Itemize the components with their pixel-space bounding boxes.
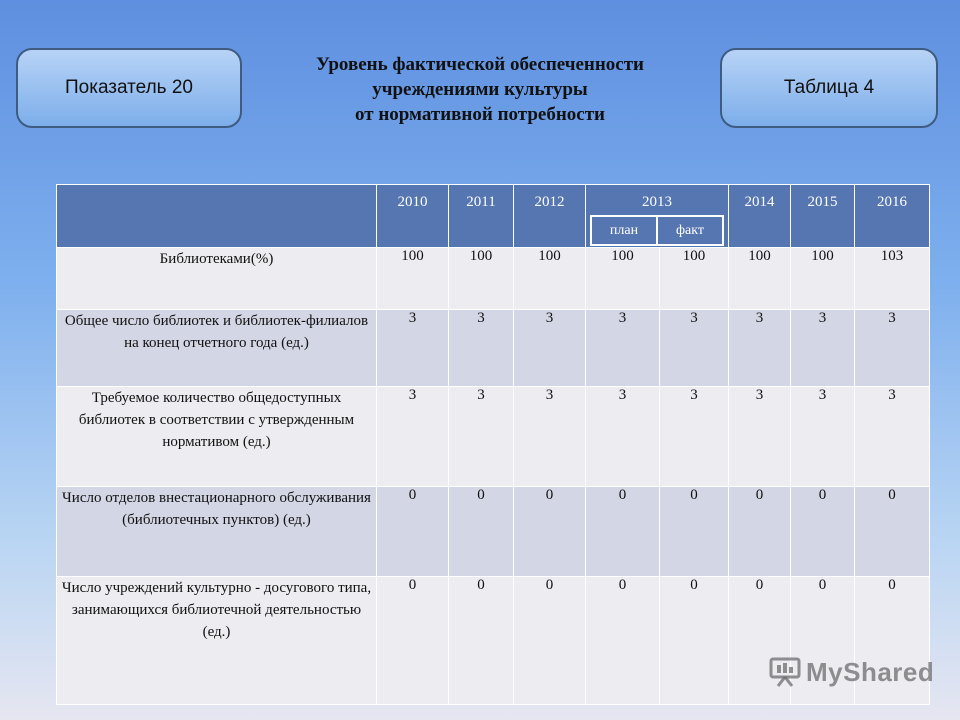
header-year-2015: 2015 (791, 185, 855, 248)
cell-2014: 0 (729, 487, 791, 577)
cell-2014: 0 (729, 577, 791, 705)
cell-2010: 3 (377, 310, 449, 387)
cell-2012: 100 (514, 248, 586, 310)
row-label: Общее число библиотек и библиотек-филиалов на конец отчетного года (ед.) (57, 310, 377, 387)
title-line-3: от нормативной потребности (355, 104, 605, 125)
cell-2011: 3 (449, 387, 514, 487)
row-label: Число учреждений культурно - досугового типа, занимающихся библиотечной деятельностью (ед.) (57, 577, 377, 705)
cell-2011: 3 (449, 310, 514, 387)
table-label-box (720, 48, 938, 128)
cell-2012: 0 (514, 577, 586, 705)
cell-2013-fact: 3 (660, 310, 729, 387)
header-2013-subcolumns (590, 215, 724, 246)
header-year-2010: 2010 (377, 185, 449, 248)
table-row (57, 487, 930, 577)
cell-2014: 3 (729, 387, 791, 487)
cell-2010: 100 (377, 248, 449, 310)
cell-2016: 0 (855, 487, 930, 577)
cell-2016: 3 (855, 310, 930, 387)
cell-2013-fact: 0 (660, 487, 729, 577)
cell-2013-plan: 3 (586, 387, 660, 487)
cell-2015: 0 (791, 577, 855, 705)
cell-2015: 3 (791, 387, 855, 487)
cell-2011: 0 (449, 577, 514, 705)
title-line-1: Уровень фактической обеспеченности (315, 54, 644, 75)
cell-2010: 3 (377, 387, 449, 487)
header-plan: план (609, 222, 639, 238)
row-label: Требуемое количество общедоступных библиотек в соответствии с утвержденным нормативом (ед.) (57, 387, 377, 487)
table-label: Таблица 4 (783, 77, 875, 98)
cell-2012: 0 (514, 487, 586, 577)
header-year-2011: 2011 (449, 185, 514, 248)
header-blank (57, 185, 377, 248)
table-row (57, 310, 930, 387)
indicator-label-box (16, 48, 242, 128)
cell-2012: 3 (514, 387, 586, 487)
cell-2016: 0 (855, 577, 930, 705)
cell-2012: 3 (514, 310, 586, 387)
cell-2013-plan: 0 (586, 577, 660, 705)
header-year-2012: 2012 (514, 185, 586, 248)
table-row (57, 248, 930, 310)
header-year-2016: 2016 (855, 185, 930, 248)
watermark (768, 656, 934, 688)
indicator-label: Показатель 20 (65, 77, 193, 98)
data-table (56, 184, 930, 705)
cell-2011: 100 (449, 248, 514, 310)
header-year-2014: 2014 (729, 185, 791, 248)
watermark-text: MyShared (806, 656, 935, 687)
header-row (57, 185, 930, 248)
cell-2013-fact: 0 (660, 577, 729, 705)
cell-2016: 103 (855, 248, 930, 310)
cell-2015: 0 (791, 487, 855, 577)
cell-2015: 100 (791, 248, 855, 310)
cell-2014: 100 (729, 248, 791, 310)
cell-2013-plan: 100 (586, 248, 660, 310)
cell-2013-fact: 3 (660, 387, 729, 487)
cell-2011: 0 (449, 487, 514, 577)
table-row (57, 387, 930, 487)
cell-2013-fact: 100 (660, 248, 729, 310)
cell-2014: 3 (729, 310, 791, 387)
header-year-2013: 2013 план факт (586, 185, 729, 248)
presentation-board-icon (768, 656, 802, 688)
cell-2010: 0 (377, 487, 449, 577)
cell-2010: 0 (377, 577, 449, 705)
row-label: Библиотеками(%) (57, 248, 377, 310)
cell-2016: 3 (855, 387, 930, 487)
page-title (250, 52, 710, 127)
title-line-2: учреждениями культуры (372, 79, 588, 100)
row-label: Число отделов внестационарного обслуживания (библиотечных пунктов) (ед.) (57, 487, 377, 577)
cell-2013-plan: 0 (586, 487, 660, 577)
cell-2013-plan: 3 (586, 310, 660, 387)
cell-2015: 3 (791, 310, 855, 387)
header-fact: факт (656, 217, 722, 244)
